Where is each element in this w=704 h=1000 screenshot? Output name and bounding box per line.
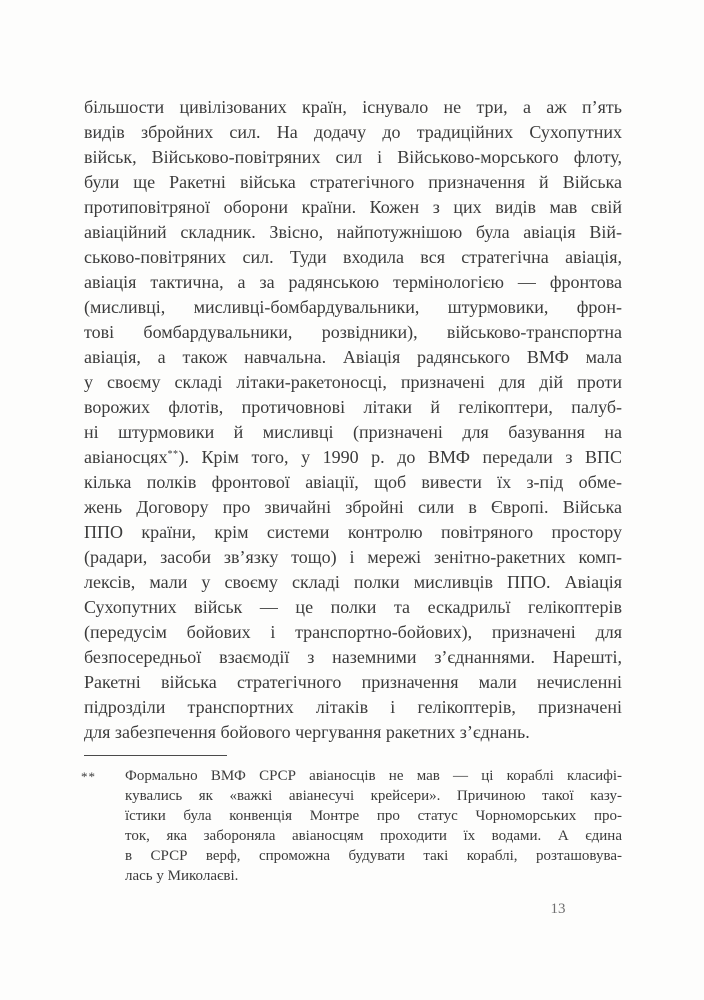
text-line: ворожих флотів, протичовнові літаки й гелікоптери, палуб- [84, 397, 622, 417]
text-line: авіаційний складник. Звісно, найпотужнішою була авіація Вій- [84, 222, 622, 242]
text-line: видів збройних сил. На додачу до традиційних Сухопутних [84, 122, 622, 142]
footnote-text [125, 766, 622, 886]
text-line: тові бомбардувальники, розвідники), військово-транспортна [84, 322, 622, 342]
text-line: Ракетні війська стратегічного призначення мали нечисленні [84, 672, 622, 692]
text-line: протиповітряної оборони країни. Кожен з цих видів мав свій [84, 197, 622, 217]
text-line: для забезпечення бойового чергування ракетних з’єднань. [84, 722, 530, 742]
text-line: авіація тактична, а за радянською термінологією — фронтова [84, 272, 622, 292]
text-line: ток, яка забороняла авіаносцям проходити їх водами. А єдина [125, 828, 622, 844]
footnote-reference: ** [167, 449, 179, 460]
text-line: кувались як «важкі авіанесучі крейсери». Причиною такої казу- [125, 788, 622, 804]
text-line: в СРСР верф, спроможна будувати такі кораблі, розташовува- [125, 848, 622, 864]
text-line: ні штурмовики й мисливці (призначені для базування на [84, 422, 622, 442]
text-line: більшости цивілізованих країн, існувало не три, а аж п’ять [84, 97, 622, 117]
footnote-divider [84, 755, 227, 756]
text-line: лась у Миколаєві. [125, 868, 239, 884]
footnote [81, 766, 622, 886]
footnote-marker: ** [81, 769, 96, 784]
text-line: їстики була конвенція Монтре про статус Чорноморських про- [125, 808, 622, 824]
text-line: Формально ВМФ СРСР авіаносців не мав — ці кораблі класифі- [125, 768, 622, 784]
text-line: кілька полків фронтової авіації, щоб вивести їх з-під обме- [84, 472, 622, 492]
text-line: авіаносцях**). Крім того, у 1990 р. до ВМФ передали з ВПС [84, 447, 622, 467]
text-line: лексів, мали у своєму складі полки мисливців ППО. Авіація [84, 572, 622, 592]
text-line: авіація, а також навчальна. Авіація радянського ВМФ мала [84, 347, 622, 367]
text-line: ськово-повітряних сил. Туди входила вся стратегічна авіація, [84, 247, 622, 267]
body-paragraph [84, 95, 622, 745]
text-line: (передусім бойових і транспортно-бойових), призначені для [84, 622, 622, 642]
text-line: ППО країни, крім системи контролю повітряного простору [84, 522, 622, 542]
text-line: (мисливці, мисливці-бомбардувальники, штурмовики, фрон- [84, 297, 622, 317]
text-line: підрозділи транспортних літаків і гелікоптерів, призначені [84, 697, 622, 717]
text-line: військ, Військово-повітряних сил і Військово-морського флоту, [84, 147, 622, 167]
text-line: Сухопутних військ — це полки та ескадрильї гелікоптерів [84, 597, 622, 617]
text-line: у своєму складі літаки-ракетоносці, призначені для дій проти [84, 372, 622, 392]
text-line: були ще Ракетні війська стратегічного призначення й Війська [84, 172, 622, 192]
text-line: безпосередньої взаємодії з наземними з’єднаннями. Нарешті, [84, 647, 622, 667]
page-number: 13 [550, 901, 566, 917]
text-line: жень Договору про звичайні збройні сили в Європі. Війська [84, 497, 622, 517]
text-line: (радари, засоби зв’язку тощо) і мережі зенітно-ракетних комп- [84, 547, 622, 567]
